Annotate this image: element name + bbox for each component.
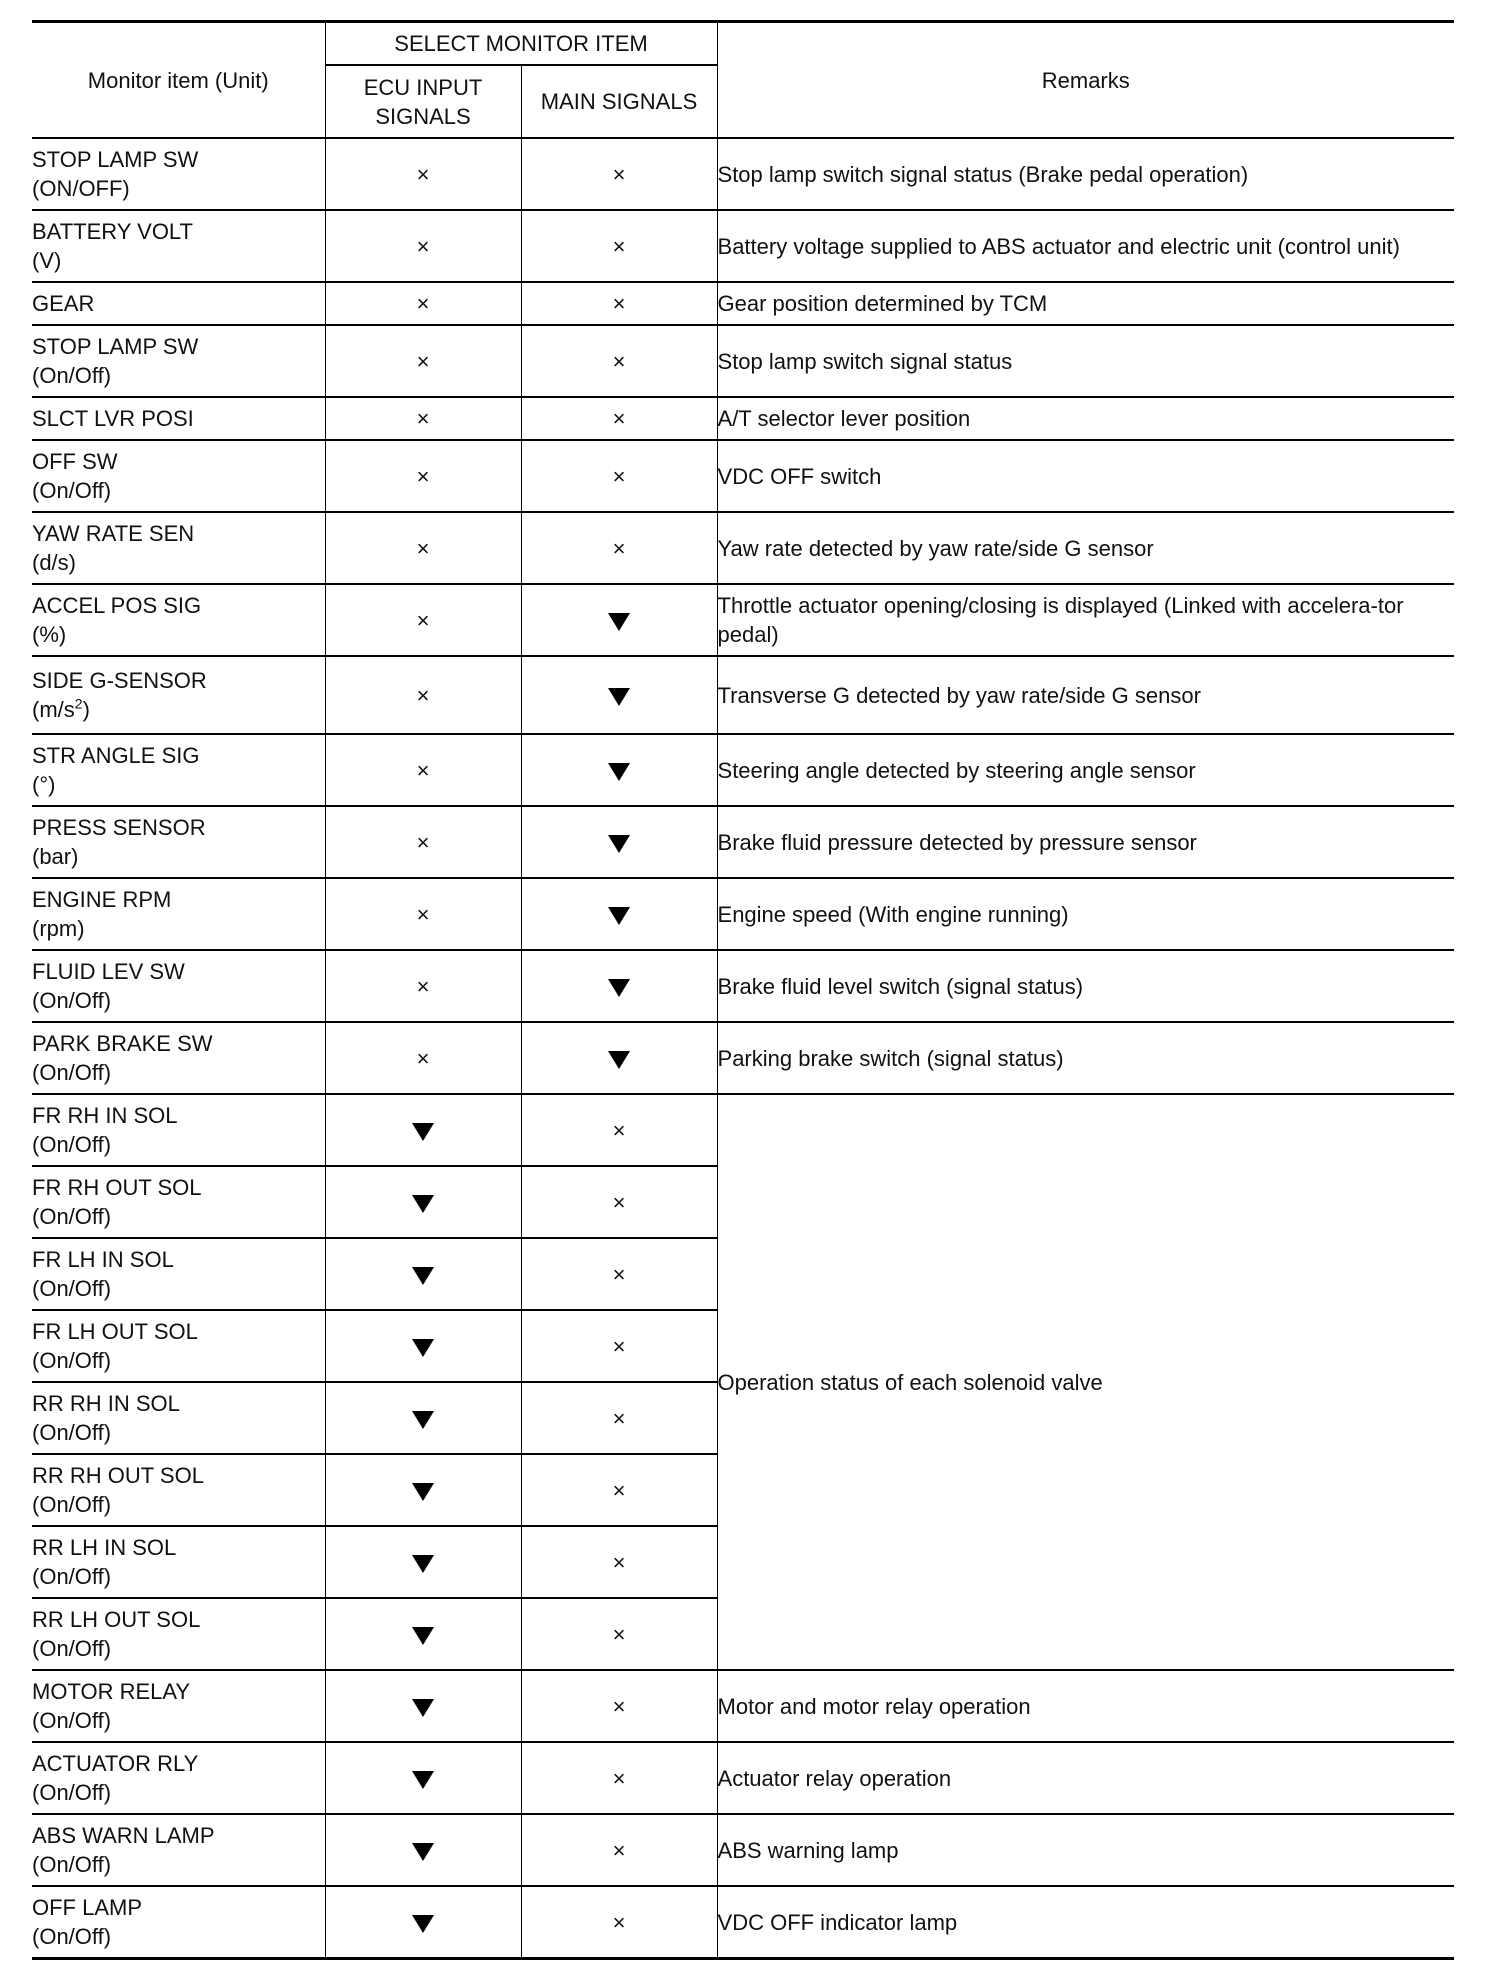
table-row [32,397,1454,440]
cross-mark: × [416,901,430,927]
cross-mark: × [612,1117,626,1143]
ecu-input-signals-cell [325,1814,521,1886]
remarks-cell: Actuator relay operation [717,1742,1454,1814]
monitor-item-unit: (bar) [32,844,79,869]
header-monitor-item: Monitor item (Unit) [32,22,325,139]
unit-superscript: 2 [74,695,83,712]
unit-close: ) [82,697,90,722]
monitor-item-unit: (On/Off) [32,1852,112,1877]
main-signals-cell [521,1454,717,1526]
monitor-item-unit: (On/Off) [32,1348,112,1373]
monitor-item-cell [32,397,325,440]
cross-mark: × [416,233,430,259]
cross-mark: × [612,406,626,431]
ecu-input-signals-cell [325,1382,521,1454]
monitor-item-cell [32,1670,325,1742]
monitor-item-cell [32,138,325,210]
cross-mark: × [612,535,626,561]
ecu-input-signals-cell [325,1598,521,1670]
monitor-item-name: SLCT LVR POSI [32,406,194,431]
ecu-input-signals-cell [325,584,521,656]
remarks-cell: A/T selector lever position [717,397,1454,440]
header-ecu-line2: SIGNALS [375,103,471,129]
ecu-input-signals-cell [325,734,521,806]
filled-down-triangle-icon [412,1339,434,1357]
table-row [32,878,1454,950]
main-signals-cell [521,656,717,734]
ecu-input-signals-cell [325,1526,521,1598]
monitor-item-cell [32,1814,325,1886]
remarks-cell: Throttle actuator opening/closing is displayed (Linked with accelera-tor pedal) [717,584,1454,656]
main-signals-cell [521,397,717,440]
main-signals-cell [521,1526,717,1598]
monitor-item-cell [32,282,325,325]
ecu-input-signals-cell [325,440,521,512]
monitor-item-cell [32,1094,325,1166]
unit-base: (m/s [32,697,75,722]
filled-down-triangle-icon [608,1051,630,1069]
monitor-item-name: YAW RATE SEN [32,521,195,546]
monitor-item-name: FR LH OUT SOL [32,1319,198,1344]
monitor-item-name: ACCEL POS SIG [32,593,202,618]
remarks-cell: VDC OFF indicator lamp [717,1886,1454,1959]
filled-down-triangle-icon [608,613,630,631]
cross-mark: × [612,1765,626,1791]
table-row [32,440,1454,512]
monitor-item-name: OFF LAMP [32,1895,143,1920]
monitor-item-name: FLUID LEV SW [32,959,185,984]
header-ecu-input-signals [325,65,521,138]
filled-down-triangle-icon [412,1123,434,1141]
ecu-input-signals-cell [325,512,521,584]
monitor-item-unit: (On/Off) [32,1204,112,1229]
monitor-item-unit: (On/Off) [32,1708,112,1733]
monitor-item-unit: (On/Off) [32,363,112,388]
cross-mark: × [612,1621,626,1647]
monitor-item-unit: (On/Off) [32,1564,112,1589]
monitor-item-name: RR LH IN SOL [32,1535,177,1560]
filled-down-triangle-icon [608,688,630,706]
ecu-input-signals-cell [325,1310,521,1382]
main-signals-cell [521,1742,717,1814]
main-signals-cell [521,1022,717,1094]
ecu-input-signals-cell [325,1094,521,1166]
ecu-input-signals-cell [325,138,521,210]
header-row-1 [32,22,1454,66]
cross-mark: × [612,1405,626,1431]
cross-mark: × [612,1693,626,1719]
main-signals-cell [521,282,717,325]
monitor-item-cell [32,734,325,806]
monitor-item-cell [32,1598,325,1670]
monitor-item-cell [32,656,325,734]
table-row [32,1814,1454,1886]
cross-mark: × [612,161,626,187]
filled-down-triangle-icon [412,1195,434,1213]
table-row [32,1670,1454,1742]
cross-mark: × [416,463,430,489]
filled-down-triangle-icon [412,1555,434,1573]
cross-mark: × [416,682,430,708]
cross-mark: × [416,161,430,187]
filled-down-triangle-icon [412,1483,434,1501]
main-signals-cell [521,584,717,656]
monitor-item-cell [32,1310,325,1382]
remarks-cell: Brake fluid level switch (signal status) [717,950,1454,1022]
filled-down-triangle-icon [412,1771,434,1789]
monitor-item-unit: (On/Off) [32,1924,112,1949]
monitor-item-cell [32,1382,325,1454]
table-row [32,512,1454,584]
main-signals-cell [521,1094,717,1166]
ecu-input-signals-cell [325,656,521,734]
ecu-input-signals-cell [325,1238,521,1310]
remarks-cell: Transverse G detected by yaw rate/side G sensor [717,656,1454,734]
cross-mark: × [416,406,430,431]
cross-mark: × [416,757,430,783]
monitor-item-unit: (V) [32,248,62,273]
remarks-cell: Stop lamp switch signal status (Brake pedal operation) [717,138,1454,210]
monitor-item-name: RR RH IN SOL [32,1391,180,1416]
remarks-cell: Motor and motor relay operation [717,1670,1454,1742]
filled-down-triangle-icon [608,979,630,997]
table-row [32,734,1454,806]
header-ecu-line1: ECU INPUT [363,74,483,100]
monitor-item-unit [32,695,325,724]
table-row [32,656,1454,734]
table-row [32,806,1454,878]
monitor-item-unit: (On/Off) [32,1780,112,1805]
header-select-monitor-item: SELECT MONITOR ITEM [325,22,717,66]
main-signals-cell [521,806,717,878]
table-row [32,1094,1454,1166]
remarks-cell: Engine speed (With engine running) [717,878,1454,950]
filled-down-triangle-icon [608,763,630,781]
filled-down-triangle-icon [412,1627,434,1645]
cross-mark: × [612,1333,626,1359]
monitor-item-unit: (rpm) [32,916,85,941]
ecu-input-signals-cell [325,1742,521,1814]
monitor-item-cell [32,1886,325,1959]
monitor-item-cell [32,1454,325,1526]
cross-mark: × [416,535,430,561]
monitor-item-cell [32,806,325,878]
ecu-input-signals-cell [325,325,521,397]
cross-mark: × [416,607,430,633]
monitor-item-cell [32,584,325,656]
monitor-item-cell [32,440,325,512]
filled-down-triangle-icon [412,1267,434,1285]
filled-down-triangle-icon [412,1699,434,1717]
main-signals-cell [521,1310,717,1382]
cross-mark: × [612,1909,626,1935]
ecu-input-signals-cell [325,1454,521,1526]
monitor-item-unit: (On/Off) [32,988,112,1013]
cross-mark: × [612,233,626,259]
monitor-item-unit: (On/Off) [32,1276,112,1301]
main-signals-cell [521,512,717,584]
main-signals-cell [521,1166,717,1238]
cross-mark: × [416,973,430,999]
monitor-item-name: ACTUATOR RLY [32,1751,199,1776]
main-signals-cell [521,1238,717,1310]
remarks-cell: Brake fluid pressure detected by pressure sensor [717,806,1454,878]
monitor-item-cell [32,1526,325,1598]
monitor-item-name: STOP LAMP SW [32,334,199,359]
cross-mark: × [416,829,430,855]
cross-mark: × [612,291,626,316]
monitor-item-name: BATTERY VOLT [32,219,193,244]
monitor-item-name: RR RH OUT SOL [32,1463,204,1488]
cross-mark: × [416,291,430,316]
remarks-cell: VDC OFF switch [717,440,1454,512]
main-signals-cell [521,1598,717,1670]
cross-mark: × [416,348,430,374]
main-signals-cell [521,210,717,282]
monitor-item-name: FR RH OUT SOL [32,1175,202,1200]
ecu-input-signals-cell [325,1886,521,1959]
header-main-signals: MAIN SIGNALS [521,65,717,138]
monitor-item-name: OFF SW [32,449,118,474]
cross-mark: × [612,1549,626,1575]
cross-mark: × [612,1477,626,1503]
ecu-input-signals-cell [325,878,521,950]
cross-mark: × [612,348,626,374]
monitor-item-name: PARK BRAKE SW [32,1031,213,1056]
monitor-item-cell [32,878,325,950]
table-row [32,950,1454,1022]
cross-mark: × [416,1045,430,1071]
monitor-item-name: FR RH IN SOL [32,1103,178,1128]
ecu-input-signals-cell [325,210,521,282]
filled-down-triangle-icon [412,1915,434,1933]
monitor-item-unit: (On/Off) [32,1132,112,1157]
main-signals-cell [521,138,717,210]
filled-down-triangle-icon [412,1843,434,1861]
monitor-item-cell [32,950,325,1022]
monitor-item-name: FR LH IN SOL [32,1247,174,1272]
ecu-input-signals-cell [325,1670,521,1742]
monitor-item-unit: (d/s) [32,550,76,575]
main-signals-cell [521,950,717,1022]
monitor-item-cell [32,325,325,397]
main-signals-cell [521,1886,717,1959]
main-signals-cell [521,1670,717,1742]
monitor-item-name: PRESS SENSOR [32,815,206,840]
main-signals-cell [521,878,717,950]
table-row [32,325,1454,397]
monitor-item-name: STR ANGLE SIG [32,743,200,768]
monitor-item-unit: (On/Off) [32,1636,112,1661]
ecu-input-signals-cell [325,1166,521,1238]
monitor-item-name: STOP LAMP SW [32,147,199,172]
ecu-input-signals-cell [325,1022,521,1094]
monitor-item-name: GEAR [32,291,95,316]
remarks-cell: Steering angle detected by steering angle sensor [717,734,1454,806]
remarks-cell: Parking brake switch (signal status) [717,1022,1454,1094]
monitor-item-unit: (°) [32,772,56,797]
header-remarks: Remarks [717,22,1454,139]
table-row [32,210,1454,282]
monitor-item-name: ENGINE RPM [32,887,172,912]
cross-mark: × [612,1261,626,1287]
main-signals-cell [521,325,717,397]
filled-down-triangle-icon [608,907,630,925]
table-row [32,282,1454,325]
remarks-cell: Yaw rate detected by yaw rate/side G sensor [717,512,1454,584]
cross-mark: × [612,1189,626,1215]
ecu-input-signals-cell [325,806,521,878]
monitor-item-cell [32,210,325,282]
ecu-input-signals-cell [325,950,521,1022]
ecu-input-signals-cell [325,397,521,440]
monitor-item-unit: (On/Off) [32,478,112,503]
monitor-item-unit: (On/Off) [32,1060,112,1085]
cross-mark: × [612,1837,626,1863]
remarks-cell: Stop lamp switch signal status [717,325,1454,397]
monitor-item-unit: (%) [32,622,67,647]
monitor-item-cell [32,512,325,584]
ecu-input-signals-cell [325,282,521,325]
remarks-cell: ABS warning lamp [717,1814,1454,1886]
filled-down-triangle-icon [608,835,630,853]
monitor-item-name: ABS WARN LAMP [32,1823,215,1848]
remarks-cell: Gear position determined by TCM [717,282,1454,325]
monitor-item-name: RR LH OUT SOL [32,1607,201,1632]
cross-mark: × [612,463,626,489]
main-signals-cell [521,734,717,806]
table-row [32,138,1454,210]
remarks-cell: Operation status of each solenoid valve [717,1094,1454,1670]
monitor-item-unit: (On/Off) [32,1420,112,1445]
table-row [32,1022,1454,1094]
remarks-cell: Battery voltage supplied to ABS actuator and electric unit (control unit) [717,210,1454,282]
table-row [32,1886,1454,1959]
monitor-item-cell [32,1022,325,1094]
main-signals-cell [521,440,717,512]
table-row [32,1742,1454,1814]
main-signals-cell [521,1814,717,1886]
monitor-item-table [32,20,1454,1960]
monitor-item-unit: (ON/OFF) [32,176,130,201]
main-signals-cell [521,1382,717,1454]
monitor-item-cell [32,1166,325,1238]
monitor-item-name: SIDE G-SENSOR [32,668,207,693]
monitor-item-cell [32,1742,325,1814]
monitor-item-name: MOTOR RELAY [32,1679,191,1704]
monitor-item-unit: (On/Off) [32,1492,112,1517]
filled-down-triangle-icon [412,1411,434,1429]
table-row [32,584,1454,656]
monitor-item-cell [32,1238,325,1310]
